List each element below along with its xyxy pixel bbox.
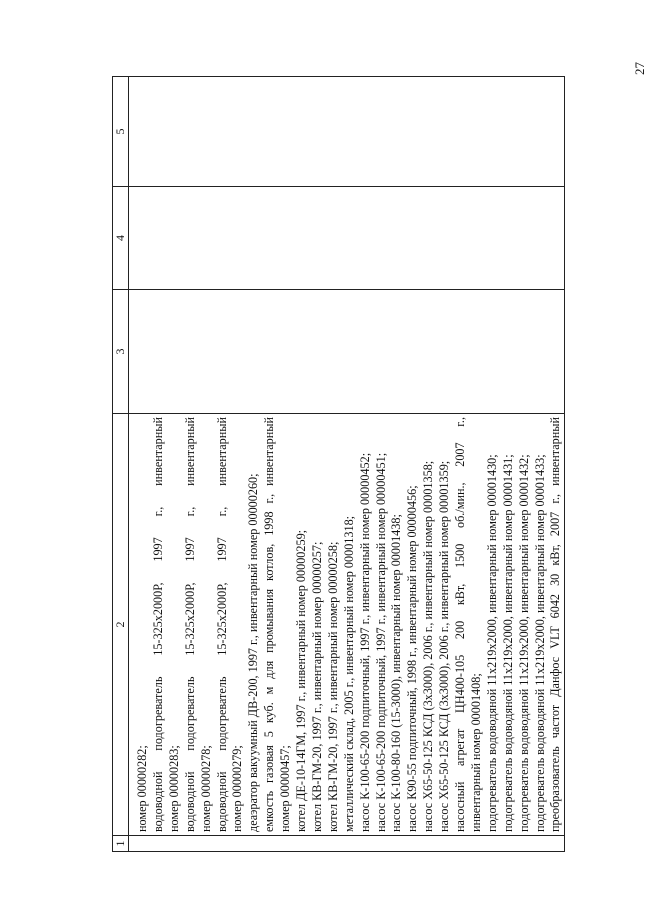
asset-list — [135, 417, 564, 832]
page-number: 27 — [632, 62, 647, 75]
column-header-4: 4 — [113, 187, 129, 290]
column-header-5: 5 — [113, 77, 129, 187]
column-header-1: 1 — [113, 836, 129, 852]
column-header-3: 3 — [113, 290, 129, 414]
text-line: деаэратор вакуумный ДВ-200, 1997 г., инвентарный номер 00000260; — [246, 473, 261, 832]
text-line: насос К90-55 подпиточный, 1998 г., инвентарный номер 00000456; — [405, 485, 420, 832]
text-line: насос Х65-50-125 КСД (3х3000), 2006 г., инвентарный номер 00001358; — [421, 460, 436, 832]
text-line: водоводной подогреватель 15-325х2000Р, 1997 г., инвентарный — [182, 417, 197, 832]
text-line: номер 00000282; — [135, 745, 149, 832]
text-line: номер 00000457; — [278, 745, 293, 832]
cell-column-5 — [129, 77, 565, 187]
property-table — [112, 76, 565, 852]
text-line: насос К-100-65-200 подпиточный, 1997 г., инвентарный номер 00000451; — [373, 452, 388, 832]
text-line: подогреватель водоводяной 11х219х2000, инвентарный номер 00001432; — [516, 454, 531, 832]
text-line: котел КВ-ГМ-20, 1997 г., инвентарный номер 00000258; — [325, 541, 340, 832]
text-line: насос К-100-65-200 подпиточный, 1997 г., инвентарный номер 00000452; — [357, 452, 372, 832]
table-header-row — [113, 77, 129, 852]
text-line: насос Х65-50-125 КСД (3х3000), 2006 г., инвентарный номер 00001359; — [437, 460, 452, 832]
text-line: подогреватель водоводяной 11х219х2000, инвентарный номер 00001430; — [484, 454, 499, 832]
text-line: емкость газовая 5 куб. м для промывания котлов, 1998 г., инвентарный — [262, 417, 277, 832]
text-line: номер 00000283; — [166, 745, 181, 832]
cell-column-2 — [129, 414, 565, 836]
text-line: подогреватель водоводяной 11х219х2000, инвентарный номер 00001433; — [532, 454, 547, 832]
cell-column-3 — [129, 290, 565, 414]
text-line: водоводной подогреватель 15-325х2000Р, 1997 г., инвентарный — [214, 417, 229, 832]
text-line: котел ДЕ-10-14ГМ, 1997 г., инвентарный номер 00000259; — [294, 529, 308, 832]
cell-column-1 — [129, 836, 565, 852]
table-row — [129, 77, 565, 852]
text-line: насос К-100-80-160 (15-3000), инвентарный номер 00001438; — [389, 514, 404, 832]
cell-column-4 — [129, 187, 565, 290]
text-line: преобразователь частот Данфос VLT 6042 30 кВт, 2007 г., инвентарный — [548, 417, 563, 832]
column-header-2: 2 — [113, 414, 129, 836]
text-line: котел КВ-ГМ-20, 1997 г., инвентарный номер 00000257; — [309, 541, 324, 832]
text-line: номер 00000279; — [230, 745, 245, 832]
text-line: инвентарный номер 00001408; — [468, 673, 483, 832]
text-line: подогреватель водоводяной 11х219х2000, инвентарный номер 00001431; — [500, 454, 515, 832]
text-line: водоводной подогреватель 15-325х2000Р, 1997 г., инвентарный — [150, 417, 165, 832]
text-line: металлический склад, 2005 г., инвентарный номер 00001318; — [341, 515, 356, 832]
text-line: насосный агрегат ЦН400-105 200 кВт, 1500 об./мин., 2007 г., — [453, 417, 468, 832]
rotated-table-container — [112, 77, 567, 852]
text-line: номер 00000278; — [198, 745, 213, 832]
